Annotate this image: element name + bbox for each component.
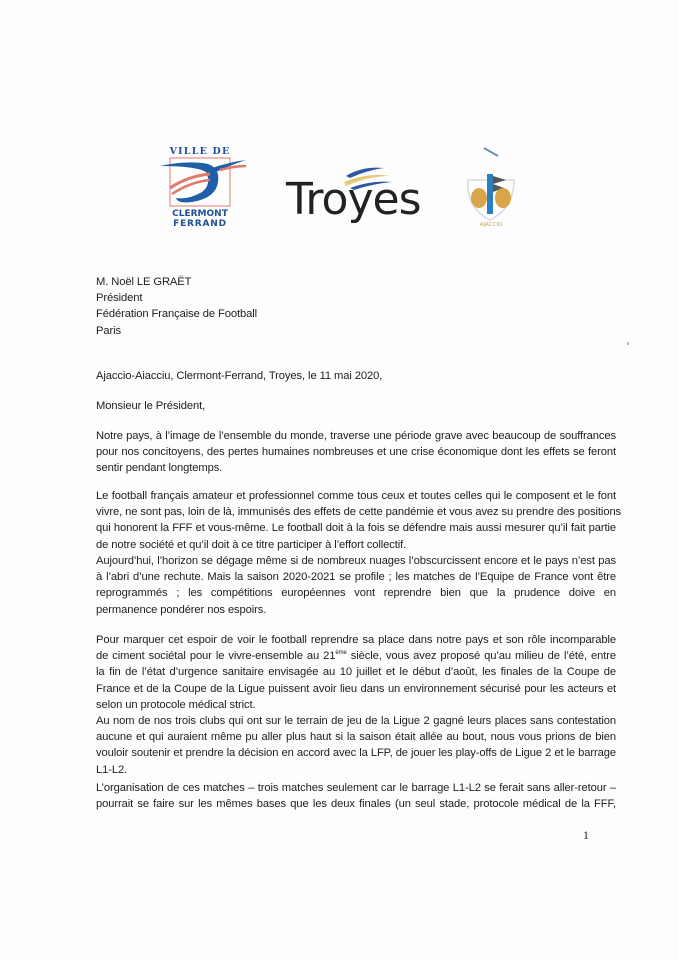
ajaccio-logo-text: AJACCIO	[479, 222, 503, 228]
line-suffix: siècle, vous avez proposé qu’au milieu de l’été, entre	[346, 650, 617, 663]
paragraph-line: permanence pondérer nos espoirs.	[96, 603, 267, 616]
paragraph-line: reprogrammés ; les compétitions européennes vont reprendre bien que la prudence doive en	[96, 587, 616, 600]
troyes-logo-text: Troyes	[286, 174, 421, 224]
paragraph-line: la fin de l’état d’urgence sanitaire envisagée au 10 juillet et le début d’août, les finales de la Coupe de	[96, 666, 616, 679]
paragraph-line: aucune et qui auraient même pu aller plus haut si la saison était allée au bout, nous vous prions de bien	[96, 731, 616, 744]
troyes-logo	[284, 162, 434, 224]
paragraph-line: qui honorent la FFF et vous-même. Le football doit à la fois se défendre mais aussi mesurer qu’il fait partie	[96, 522, 616, 535]
paragraph-5	[96, 713, 616, 778]
paragraph-line: Pour marquer cet espoir de voir le football reprendre sa place dans notre pays et son rôle incomparable	[96, 634, 616, 646]
clermont-logo-line2: CLERMONT	[172, 209, 228, 219]
paragraph-line: France et de la Coupe de la Ligue puissent avoir lieu dans un environnement sécurisé pour les acteurs et	[96, 682, 616, 695]
paragraph-line: selon un protocole médical strict.	[96, 698, 256, 711]
paragraph-line: L1-L2.	[96, 763, 128, 776]
clermont-logo-line3: FERRAND	[173, 219, 227, 228]
dateline: Ajaccio-Aiacciu, Clermont-Ferrand, Troyes, le 11 mai 2020,	[96, 370, 383, 382]
recipient-title: Président	[96, 292, 143, 305]
paragraph-line: Au nom de nos trois clubs qui ont sur le terrain de jeu de la Ligue 2 gagné leurs places sans contestation	[96, 715, 616, 727]
paragraph-2	[96, 488, 622, 553]
scan-artifact	[627, 342, 629, 345]
recipient-city: Paris	[96, 324, 121, 337]
paragraph-line: sentir pendant longtemps.	[96, 462, 223, 475]
paragraph-4	[96, 632, 616, 713]
paragraph-line: Aujourd’hui, l’horizon se dégage même si de nombreux nuages l’obscurcissent encore et le pays n’est pas	[96, 555, 616, 567]
paragraph-3	[96, 553, 616, 618]
recipient-organization: Fédération Française de Football	[96, 308, 257, 321]
line-prefix: de ciment sociétal pour le vivre-ensemble au 21	[96, 650, 336, 663]
recipient-address	[96, 274, 257, 339]
paragraph-line: Le football français amateur et professionnel comme tous ceux et toutes celles qui le composent et le font	[96, 490, 616, 502]
paragraph-line: Notre pays, à l’image de l’ensemble du monde, traverse une période grave avec beaucoup de souffrances	[96, 430, 616, 442]
page-number: 1	[583, 828, 589, 842]
ajaccio-logo	[462, 146, 522, 228]
century-superscript: ème	[335, 650, 347, 657]
clermont-ferrand-logo	[158, 142, 248, 228]
clermont-logo-line1: VILLE DE	[169, 146, 231, 157]
paragraph-1	[96, 428, 616, 477]
paragraph-6	[96, 780, 616, 812]
paragraph-line: vouloir soutenir et prendre la décision en accord avec la LFP, de jouer les play-offs de Ligue 2 et le barrage	[96, 747, 616, 760]
paragraph-line	[96, 648, 616, 664]
paragraph-line: de notre société et qu’il doit à ce titre participer à l’effort collectif.	[96, 538, 407, 551]
paragraph-line: pour nos concitoyens, des pertes humaines nombreuses et une crise économique dont les effets se feront	[96, 446, 616, 459]
paragraph-line: pourrait se faire sur les mêmes bases que les deux finales (un seul stade, protocole médical de la FFF,	[96, 798, 616, 811]
salutation: Monsieur le Président,	[96, 400, 206, 412]
header-logos	[0, 138, 678, 233]
paragraph-line: à l’abri d’une rechute. Mais la saison 2020-2021 se profile ; les matches de l’Equipe de France vont être	[96, 571, 616, 584]
recipient-name: M. Noël LE GRAËT	[96, 276, 192, 288]
paragraph-line: L’organisation de ces matches – trois matches seulement car le barrage L1-L2 se ferait sans aller-retour –	[96, 782, 616, 794]
paragraph-line: vivre, ne sont pas, loin de là, immunisés des effets de cette pandémie et vous avez su prendre des positions	[96, 506, 622, 519]
